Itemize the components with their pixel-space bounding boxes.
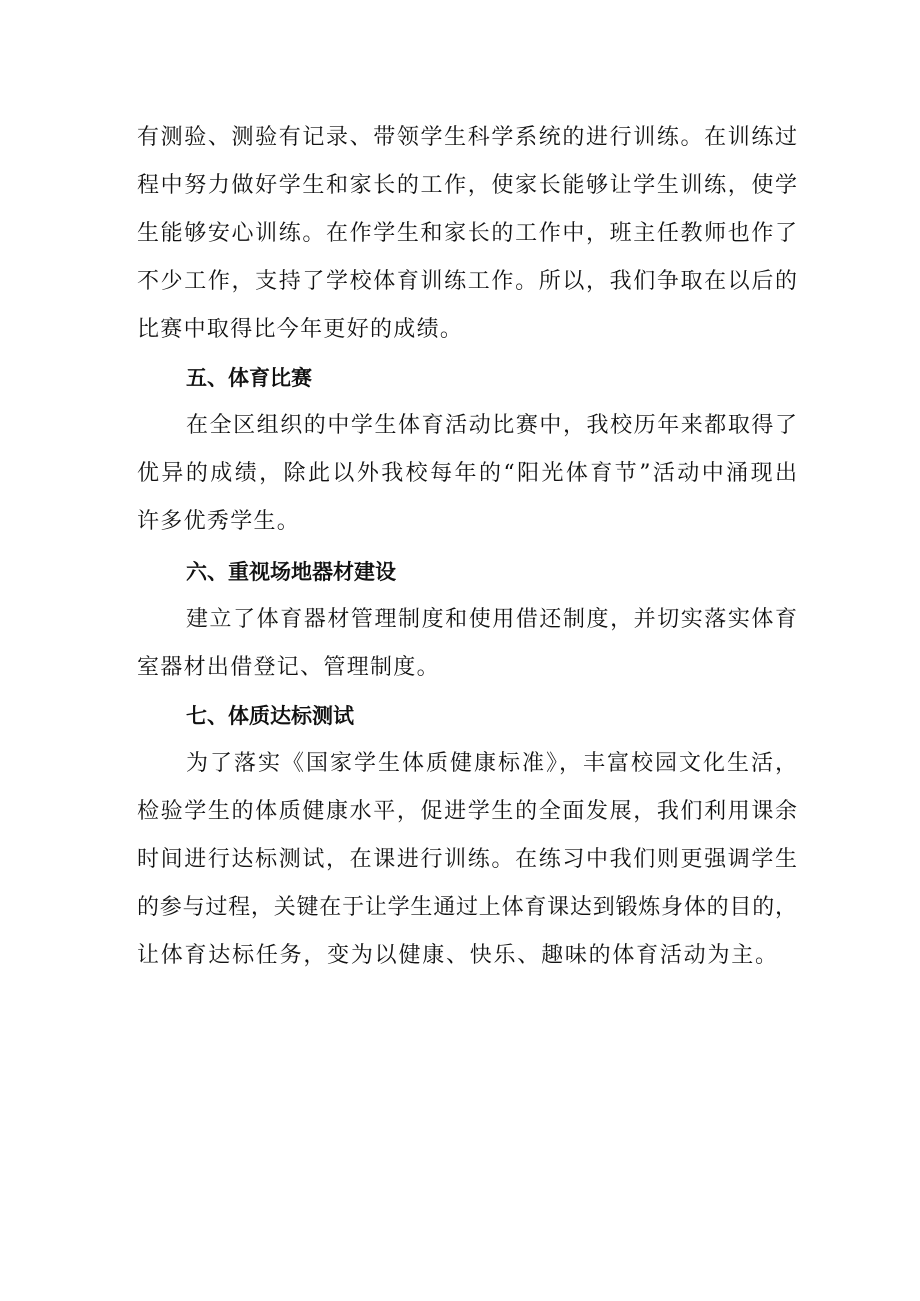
paragraph-line: 不少工作，支持了学校体育训练工作。所以，我们争取在以后的 [137,269,797,294]
paragraph-line: 室器材出借登记、管理制度。 [137,655,440,680]
paragraph-line: 在全区组织的中学生体育活动比赛中，我校历年来都取得了 [186,413,797,438]
paragraph-line: 的参与过程，关键在于让学生通过上体育课达到锻炼身体的目的， [137,895,797,920]
paragraph-line: 让体育达标任务，变为以健康、快乐、趣味的体育活动为主。 [137,943,777,968]
paragraph-line: 比赛中取得比今年更好的成绩。 [137,317,464,342]
paragraph-line: 建立了体育器材管理制度和使用借还制度，并切实落实体育 [186,607,797,632]
paragraph-line: 许多优秀学生。 [137,509,301,534]
section-heading-6: 六、重视场地器材建设 [186,560,396,584]
paragraph-line: 检验学生的体质健康水平，促进学生的全面发展，我们利用课余 [137,799,797,824]
section-heading-5: 五、体育比赛 [186,366,312,390]
paragraph-line: 时间进行达标测试，在课进行训练。在练习中我们则更强调学生 [137,847,797,872]
paragraph-line: 为了落实《国家学生体质健康标准》，丰富校园文化生活， [186,751,797,776]
paragraph-line: 生能够安心训练。在作学生和家长的工作中，班主任教师也作了 [137,221,797,246]
section-heading-7: 七、体质达标测试 [186,704,354,728]
paragraph-line: 优异的成绩，除此以外我校每年的“阳光体育节”活动中涌现出 [137,461,797,486]
paragraph-line: 程中努力做好学生和家长的工作，使家长能够让学生训练，使学 [137,173,797,198]
paragraph-line: 有测验、测验有记录、带领学生科学系统的进行训练。在训练过 [137,125,797,150]
